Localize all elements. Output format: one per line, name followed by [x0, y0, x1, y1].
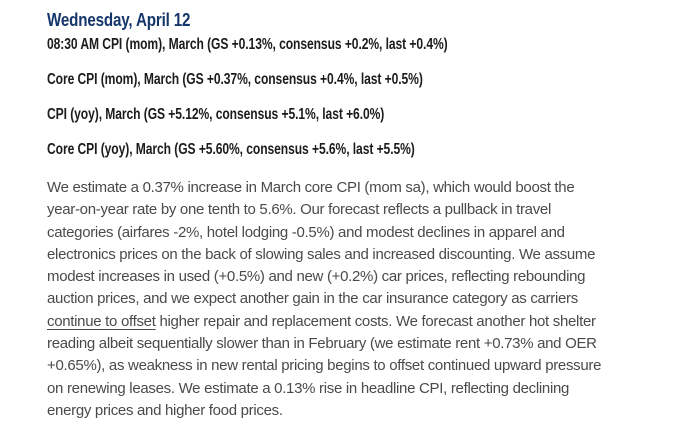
event-line-core-cpi-mom: Core CPI (mom), March (GS +0.37%, consensus +0.4%, last +0.5%)	[47, 71, 423, 88]
commentary-line: year-on-year rate by one tenth to 5.6%. Our forecast reflects a pullback in travel	[47, 201, 551, 219]
commentary-line: +0.65%), as weakness in new rental pricing begins to offset continued upward pressure	[47, 357, 602, 375]
event-line-cpi-mom: 08:30 AM CPI (mom), March (GS +0.13%, consensus +0.2%, last +0.4%)	[47, 36, 448, 53]
commentary-paragraph	[47, 177, 640, 422]
continue-to-offset-link[interactable]: continue to offset	[47, 312, 156, 330]
commentary-line: categories (airfares -2%, hotel lodging -0.5%) and modest declines in apparel and	[47, 223, 565, 241]
event-line-core-cpi-yoy: Core CPI (yoy), March (GS +5.60%, consensus +5.6%, last +5.5%)	[47, 141, 415, 158]
commentary-line: on renewing leases. We estimate a 0.13% rise in headline CPI, reflecting declining	[47, 379, 570, 397]
commentary-line-with-link	[47, 311, 640, 333]
commentary-line: reading albeit sequentially slower than in February (we estimate rent +0.73% and OER	[47, 335, 597, 353]
event-line-cpi-yoy: CPI (yoy), March (GS +5.12%, consensus +5.1%, last +6.0%)	[47, 106, 385, 123]
commentary-line: electronics prices on the back of slowing sales and increased discounting. We assume	[47, 245, 596, 263]
commentary-line: energy prices and higher food prices.	[47, 401, 283, 419]
commentary-line: auction prices, and we expect another gain in the car insurance category as carriers	[47, 290, 578, 308]
commentary-line: We estimate a 0.37% increase in March core CPI (mom sa), which would boost the	[47, 179, 575, 196]
commentary-line: modest increases in used (+0.5%) and new (+0.2%) car prices, reflecting rebounding	[47, 268, 586, 286]
date-heading: Wednesday, April 12	[47, 9, 191, 30]
commentary-line-text: higher repair and replacement costs. We forecast another hot shelter	[155, 312, 596, 330]
